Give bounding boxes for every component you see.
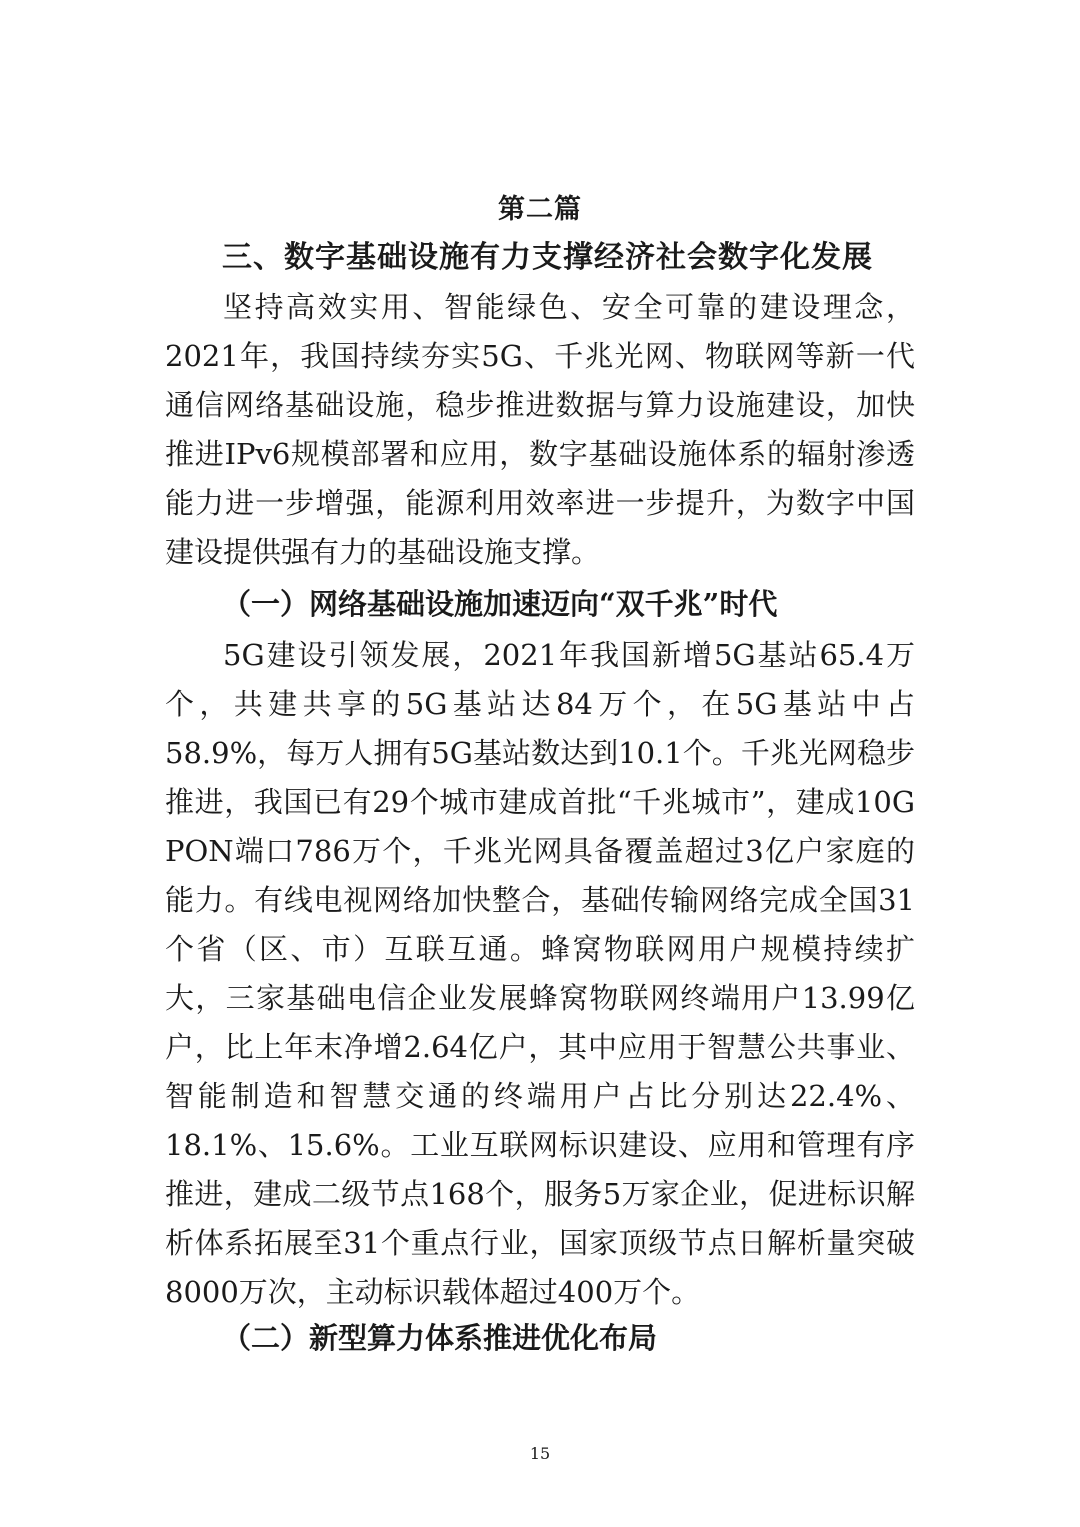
part-title: 第二篇 (498, 194, 582, 225)
chapter-heading: 三、数字基础设施有力支撑经济社会数字化发展 (222, 240, 873, 275)
section-heading: （一）网络基础设施加速迈向“双千兆”时代 (222, 587, 778, 621)
page-number: 15 (529, 1444, 551, 1463)
body-paragraph: 5G建设引领发展，2021年我国新增5G基站65.4万个，共建共享的5G基站达84万个，在5G基站中占58.9%，每万人拥有5G基站数达到10.1个。千兆光网稳步推进，我国已有29个城市建成首批“千兆城市”，建成10G PON端口786万个，千兆光网具备覆盖超过3亿户家庭的能力。有线电视网络加快整合，基础传输网络完成全国31个省（区、市）互联互通。蜂窝物联网用户规模持续扩大，三家基础电信企业发展蜂窝物联网终端用户13.99亿户，比上年末净增2.64亿户，其中应用于智慧公共事业、智能制造和智慧交通的终端用户占比分别达22.4%、18.1%、15.6%。工业互联网标识建设、应用和管理有序推进，建成二级节点168个，服务5万家企业，促进标识解析体系拓展至31个重点行业，国家顶级节点日解析量突破8000万次，主动标识载体超过400万个。 (165, 638, 915, 1309)
section-heading: （二）新型算力体系推进优化布局 (222, 1321, 658, 1355)
body-paragraph: 坚持高效实用、智能绿色、安全可靠的建设理念，2021年，我国持续夯实5G、千兆光网、物联网等新一代通信网络基础设施，稳步推进数据与算力设施建设，加快推进IPv6规模部署和应用，数字基础设施体系的辐射渗透能力进一步增强，能源利用效率进一步提升，为数字中国建设提供强有力的基础设施支撑。 (165, 290, 915, 569)
